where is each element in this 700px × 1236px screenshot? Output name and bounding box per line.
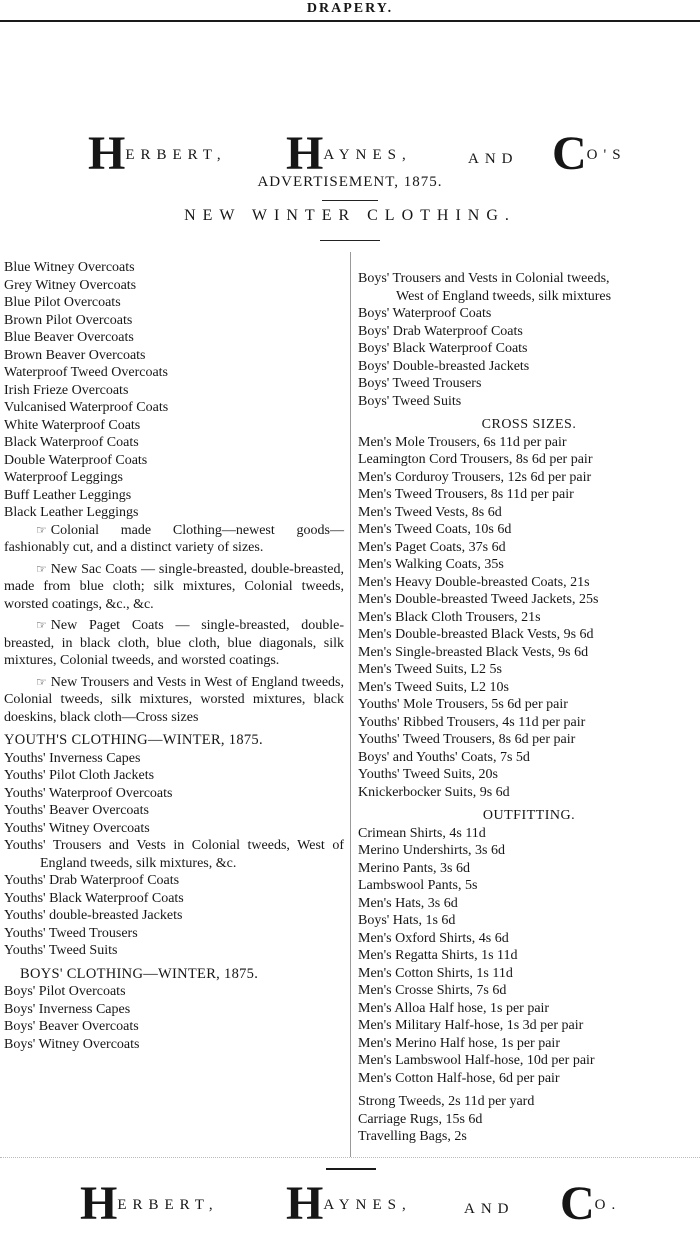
column-divider [350,252,351,1157]
price-item: Men's Lambswool Half-hose, 10d per pair [358,1053,595,1068]
list-item: Boys' Tweed Suits [358,393,462,409]
price-item: Merino Pants, 3s 6d [358,860,470,876]
list-item: Irish Frieze Overcoats [4,382,129,398]
price-item: Men's Tweed Trousers, 8s 11d per pair [358,487,574,502]
list-item: Boys' Inverness Capes [4,1001,131,1017]
list-item: Waterproof Tweed Overcoats [4,365,169,380]
boys-clothing-heading: BOYS' CLOTHING—WINTER, 1875. [20,965,259,982]
price-item: Men's Merino Half hose, 1s per pair [358,1035,560,1051]
list-item: Boys' Drab Waterproof Coats [358,323,523,339]
notice-paragraph: ☞ New Paget Coats — single-breasted, double-breasted, in black cloth, blue cloth, blue diagonals, silk mixtures, Colonial tweeds, and worsted coatings. [4,618,344,668]
list-item: Youths' Tweed Trousers [4,925,138,941]
right-column [358,270,700,1146]
price-item: Crimean Shirts, 4s 11d [358,825,486,841]
list-item: Boys' Double-breasted Jackets [358,358,530,374]
footer-co: CO. [560,1177,622,1230]
list-item: Black Waterproof Coats [4,435,139,450]
list-item: Youths' Beaver Overcoats [4,803,149,818]
price-item: Youths' Tweed Suits, 20s [358,767,498,782]
price-item: Men's Tweed Coats, 10s 6d [358,522,512,537]
price-item: Men's Paget Coats, 37s 6d [358,539,506,555]
overcoat-list [4,259,344,522]
dotted-rule [0,1157,700,1159]
price-item: Men's Alloa Half hose, 1s per pair [358,1000,550,1016]
price-item: Carriage Rugs, 15s 6d [358,1111,483,1127]
advertisement-line: ADVERTISEMENT, 1875. [257,174,443,190]
list-item: Buff Leather Leggings [4,487,132,503]
list-item: Boys' Waterproof Coats [358,306,492,321]
price-item: Merino Undershirts, 3s 6d [358,843,505,858]
price-item: Lambswool Pants, 5s [358,878,478,893]
running-head: DRAPERY. [306,1,394,16]
list-item: Boys' Trousers and Vests in Colonial tweeds, [358,271,610,286]
title-herbert: HERBERT, [88,127,227,180]
footer-herbert: HERBERT, [80,1177,219,1230]
price-item: Men's Mole Trousers, 6s 11d per pair [358,434,567,450]
left-column [4,259,344,1053]
list-item: Brown Beaver Overcoats [4,347,146,363]
list-item: Boys' Witney Overcoats [4,1036,140,1052]
list-item: Waterproof Leggings [4,470,123,485]
list-item: Boys' Black Waterproof Coats [358,341,528,356]
advert-title [0,118,700,178]
price-item: Youths' Tweed Trousers, 8s 6d per pair [358,732,576,747]
price-item: Leamington Cord Trousers, 8s 6d per pair [358,452,593,467]
short-rule [322,200,378,201]
price-item: Men's Corduroy Trousers, 12s 6d per pair [358,469,592,485]
list-item: Youths' Tweed Suits [4,943,118,958]
list-item: Grey Witney Overcoats [4,277,137,293]
list-item: Youths' Pilot Cloth Jackets [4,768,155,783]
price-item: Men's Double-breasted Black Vests, 9s 6d [358,627,594,642]
list-item: Youths' double-breasted Jackets [4,908,183,923]
list-item: Youths' Inverness Capes [4,750,141,766]
list-item: Youths' Waterproof Overcoats [4,785,173,801]
list-item: Vulcanised Waterproof Coats [4,400,169,415]
footer-and: AND [464,1201,515,1217]
notice-paragraph: ☞ Colonial made Clothing—newest goods—fashionably cut, and a distinct variety of sizes. [4,522,344,555]
pointing-hand-icon: ☞ [36,522,47,537]
price-item: Men's Military Half-hose, 1s 3d per pair [358,1018,584,1033]
price-item: Men's Regatta Shirts, 1s 11d [358,948,518,963]
price-item: Youths' Mole Trousers, 5s 6d per pair [358,697,568,712]
notice-paragraph: ☞ New Sac Coats — single-breasted, double-breasted, made from blue cloth; silk mixtures, Colonial tweeds, worsted coatings, &c., &c. [4,561,344,612]
short-rule [320,240,380,241]
price-item: Men's Double-breasted Tweed Jackets, 25s [358,592,599,607]
price-item: Men's Cotton Shirts, 1s 11d [358,965,513,981]
list-item: West of England tweeds, silk mixtures [396,288,612,304]
price-item: Men's Crosse Shirts, 7s 6d [358,983,507,998]
list-item: Boys' Tweed Trousers [358,376,482,391]
price-item: Men's Hats, 3s 6d [358,895,458,911]
section-heading: NEW WINTER CLOTHING. [184,207,516,224]
pointing-hand-icon: ☞ [36,561,47,576]
list-item: Double Waterproof Coats [4,452,148,468]
pointing-hand-icon: ☞ [36,674,47,689]
price-item: Boys' and Youths' Coats, 7s 5d [358,749,530,765]
list-item: Youths' Trousers and Vests in Colonial tweeds, West of England tweeds, silk mixtures, &c. [4,838,344,871]
price-item: Boys' Hats, 1s 6d [358,913,456,928]
price-item: Men's Tweed Suits, L2 5s [358,662,503,677]
footer-signature [0,1168,700,1228]
title-co: CO'S [552,127,627,180]
title-and: AND [468,151,519,167]
outfitting-heading: OUTFITTING. [482,808,576,823]
title-haynes: HAYNES, [286,127,412,180]
price-item: Men's Heavy Double-breasted Coats, 21s [358,574,590,590]
price-item: Knickerbocker Suits, 9s 6d [358,784,510,800]
list-item: Boys' Beaver Overcoats [4,1019,139,1034]
list-item: Youths' Black Waterproof Coats [4,890,184,906]
price-item: Travelling Bags, 2s [358,1129,467,1144]
cross-sizes-heading: CROSS SIZES. [481,417,577,432]
list-item: Youths' Witney Overcoats [4,820,150,836]
list-item: Youths' Drab Waterproof Coats [4,873,180,888]
pointing-hand-icon: ☞ [36,618,47,632]
price-item: Men's Cotton Half-hose, 6d per pair [358,1070,560,1086]
price-item: Men's Oxford Shirts, 4s 6d [358,930,509,946]
price-item: Youths' Ribbed Trousers, 4s 11d per pair [358,714,586,730]
list-item: Boys' Pilot Overcoats [4,984,126,999]
list-item: Brown Pilot Overcoats [4,312,133,328]
price-item: Men's Tweed Suits, L2 10s [358,679,510,695]
footer-haynes: HAYNES, [286,1177,412,1230]
price-item: Men's Single-breasted Black Vests, 9s 6d [358,644,589,660]
list-item: Blue Pilot Overcoats [4,295,121,310]
list-item: Blue Witney Overcoats [4,260,135,275]
price-item: Men's Tweed Vests, 8s 6d [358,504,502,520]
youths-clothing-heading: YOUTH'S CLOTHING—WINTER, 1875. [4,732,263,748]
top-rule [0,20,700,22]
list-item: Blue Beaver Overcoats [4,330,134,345]
price-item: Men's Black Cloth Trousers, 21s [358,609,541,625]
list-item: White Waterproof Coats [4,417,141,433]
price-item: Strong Tweeds, 2s 11d per yard [358,1094,535,1109]
notice-paragraph: ☞ New Trousers and Vests in West of England tweeds, Colonial tweeds, silk mixtures, worsted mixtures, black doeskins, black cloth—Cross sizes [4,674,344,725]
list-item: Black Leather Leggings [4,505,139,520]
price-item: Men's Walking Coats, 35s [358,557,504,572]
